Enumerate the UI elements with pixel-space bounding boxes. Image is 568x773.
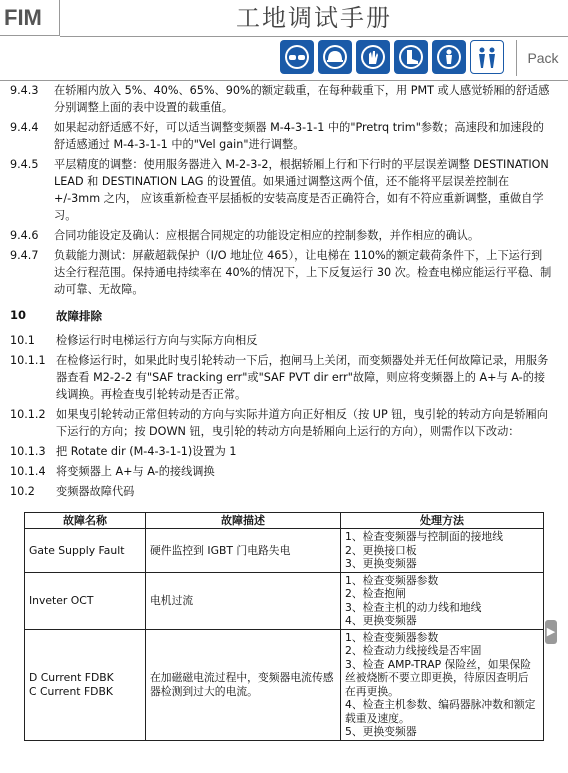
- list-item: [0, 332, 560, 349]
- item-number: 10.1.4: [10, 465, 46, 478]
- paragraph-text: 负载能力测试：屏蔽超载保护（I/O 地址位 465），让电梯在 110%的额定载荷条件下，上下运行到达全行程范围。保持通电持续率在 40%的情况下，上下反复运行 30 次。检查电梯应能运行平稳、制动可靠、无故障。: [54, 249, 552, 296]
- paragraph-number: 9.4.6: [10, 229, 39, 242]
- fault-description: 在加磁磁电流过程中，变频器电流传感器检测到过大的电流。: [146, 629, 341, 740]
- goggles-icon: [280, 40, 314, 74]
- method-step: 2、检查动力线接线是否牢固: [345, 644, 482, 657]
- item-text: 将变频器上 A+与 A-的接线调换: [56, 465, 215, 478]
- item-number: 10.1.1: [10, 354, 46, 367]
- fault-method: [341, 529, 544, 573]
- method-step: 5、更换变频器: [345, 725, 417, 738]
- page-header: [0, 0, 568, 81]
- paragraph-number: 9.4.7: [10, 249, 39, 262]
- fault-name: Inveter OCT: [25, 572, 146, 629]
- table-header-row: [25, 513, 544, 529]
- paragraph: [0, 82, 560, 116]
- column-header: 处理方法: [341, 513, 544, 529]
- paragraph-text: 平层精度的调整：使用服务器进入 M-2-3-2，根据轿厢上行和下行时的平层误差调整 DESTINATION LEAD 和 DESTINATION LAG 的设置值。如果通过调整这两个值，还不能将平层误差控制在+/-3mm 之内， 应该重新检查平层插板的安装高度是否正确符合，如有不符应重新调整，重做自学习。: [54, 158, 549, 222]
- table-row: [25, 529, 544, 573]
- section-title: 故障排除: [56, 309, 102, 323]
- paragraph-number: 9.4.3: [10, 84, 39, 97]
- list-item: [0, 483, 560, 500]
- paragraph-number: 9.4.4: [10, 121, 39, 134]
- item-number: 10.1.3: [10, 445, 46, 458]
- method-step: 1、检查变频器参数: [345, 573, 439, 587]
- paragraph-text: 合同功能设定及确认：应根据合同规定的功能设定相应的控制参数，并作相应的确认。: [54, 229, 480, 242]
- item-number: 10.2: [10, 485, 35, 498]
- section-number: 10: [10, 308, 27, 322]
- fault-name: Gate Supply Fault: [25, 529, 146, 573]
- item-text: 变频器故障代码: [56, 485, 135, 498]
- method-step: 4、检查主机参数、编码器脉冲数和额定载重及速度。: [345, 698, 536, 725]
- people-icon: [470, 40, 504, 74]
- paragraph: [0, 119, 560, 153]
- method-step: 3、更换变频器: [345, 557, 417, 570]
- fault-name: D Current FDBK C Current FDBK: [25, 629, 146, 740]
- method-step: 4、更换变频器: [345, 614, 417, 627]
- method-step: 1、检查变频器与控制面的接地线: [345, 530, 504, 543]
- fault-method: [341, 629, 544, 740]
- item-text: 如果曳引轮转动正常但转动的方向与实际井道方向正好相反（按 UP 钮，曳引轮的转动方向是轿厢向下运行的方向；按 DOWN 钮，曳引轮的转动方向是轿厢向上运行的方向），则需作以下改动：: [56, 408, 548, 438]
- column-header: 故障描述: [146, 513, 341, 529]
- paragraph-text: 如果起动舒适感不好，可以适当调整变频器 M-4-3-1-1 中的"Pretrq trim"参数；高速段和加速段的舒适感通过 M-4-3-1-1 中的"Vel gain"进行调整。: [54, 121, 544, 151]
- fim-logo: FIM: [0, 0, 60, 36]
- next-page-arrow-icon[interactable]: ▶: [545, 620, 557, 644]
- paragraph: [0, 156, 560, 224]
- method-step: 3、检查主机的动力线和地线: [345, 600, 482, 614]
- document-body: [0, 82, 560, 503]
- column-header: 故障名称: [25, 513, 146, 529]
- page-title: 工地调试手册: [60, 0, 568, 37]
- method-step: 2、更换接口板: [345, 543, 417, 557]
- method-step: 1、检查变频器参数: [345, 630, 439, 644]
- gloves-icon: [356, 40, 390, 74]
- section-heading: [0, 308, 560, 324]
- method-step: 2、检查抱闸: [345, 587, 406, 600]
- list-item: [0, 406, 560, 440]
- fault-method: [341, 572, 544, 629]
- fault-code-table: [24, 512, 544, 741]
- person-safety-icon: [432, 40, 466, 74]
- item-text: 检修运行时电梯运行方向与实际方向相反: [56, 334, 258, 347]
- fault-description: 电机过流: [146, 572, 341, 629]
- paragraph: [0, 247, 560, 298]
- safety-icons: [280, 40, 504, 76]
- item-number: 10.1: [10, 334, 35, 347]
- list-item: [0, 463, 560, 480]
- list-item: [0, 352, 560, 403]
- item-text: 把 Rotate dir (M-4-3-1-1)设置为 1: [56, 445, 237, 458]
- paragraph-text: 在轿厢内放入 5%、40%、65%、90%的额定载重，在每种载重下，用 PMT 或人感觉轿厢的舒适感分别调整上面的表中设置的载重值。: [54, 84, 550, 114]
- table-row: [25, 629, 544, 740]
- pack-label: Pack: [516, 40, 568, 76]
- list-item: [0, 443, 560, 460]
- table-row: [25, 572, 544, 629]
- boots-icon: [394, 40, 428, 74]
- method-step: 3、检查 AMP-TRAP 保险丝，如果保险丝被烧断不要立即更换，待原因查明后在再更换。: [345, 657, 531, 698]
- paragraph: [0, 227, 560, 244]
- item-number: 10.1.2: [10, 408, 46, 421]
- item-text: 在检修运行时，如果此时曳引轮转动一下后，抱闸马上关闭，而变频器处并无任何故障记录，用服务器查看 M2-2-2 有"SAF tracking err"或"SAF PVT dir err"故障，则应将变频器上的 A+与 A-的接线调换。再检查曳引轮转动是否正常。: [56, 354, 549, 401]
- helmet-icon: [318, 40, 352, 74]
- fault-description: 硬件监控到 IGBT 门电路失电: [146, 529, 341, 573]
- paragraph-number: 9.4.5: [10, 158, 39, 171]
